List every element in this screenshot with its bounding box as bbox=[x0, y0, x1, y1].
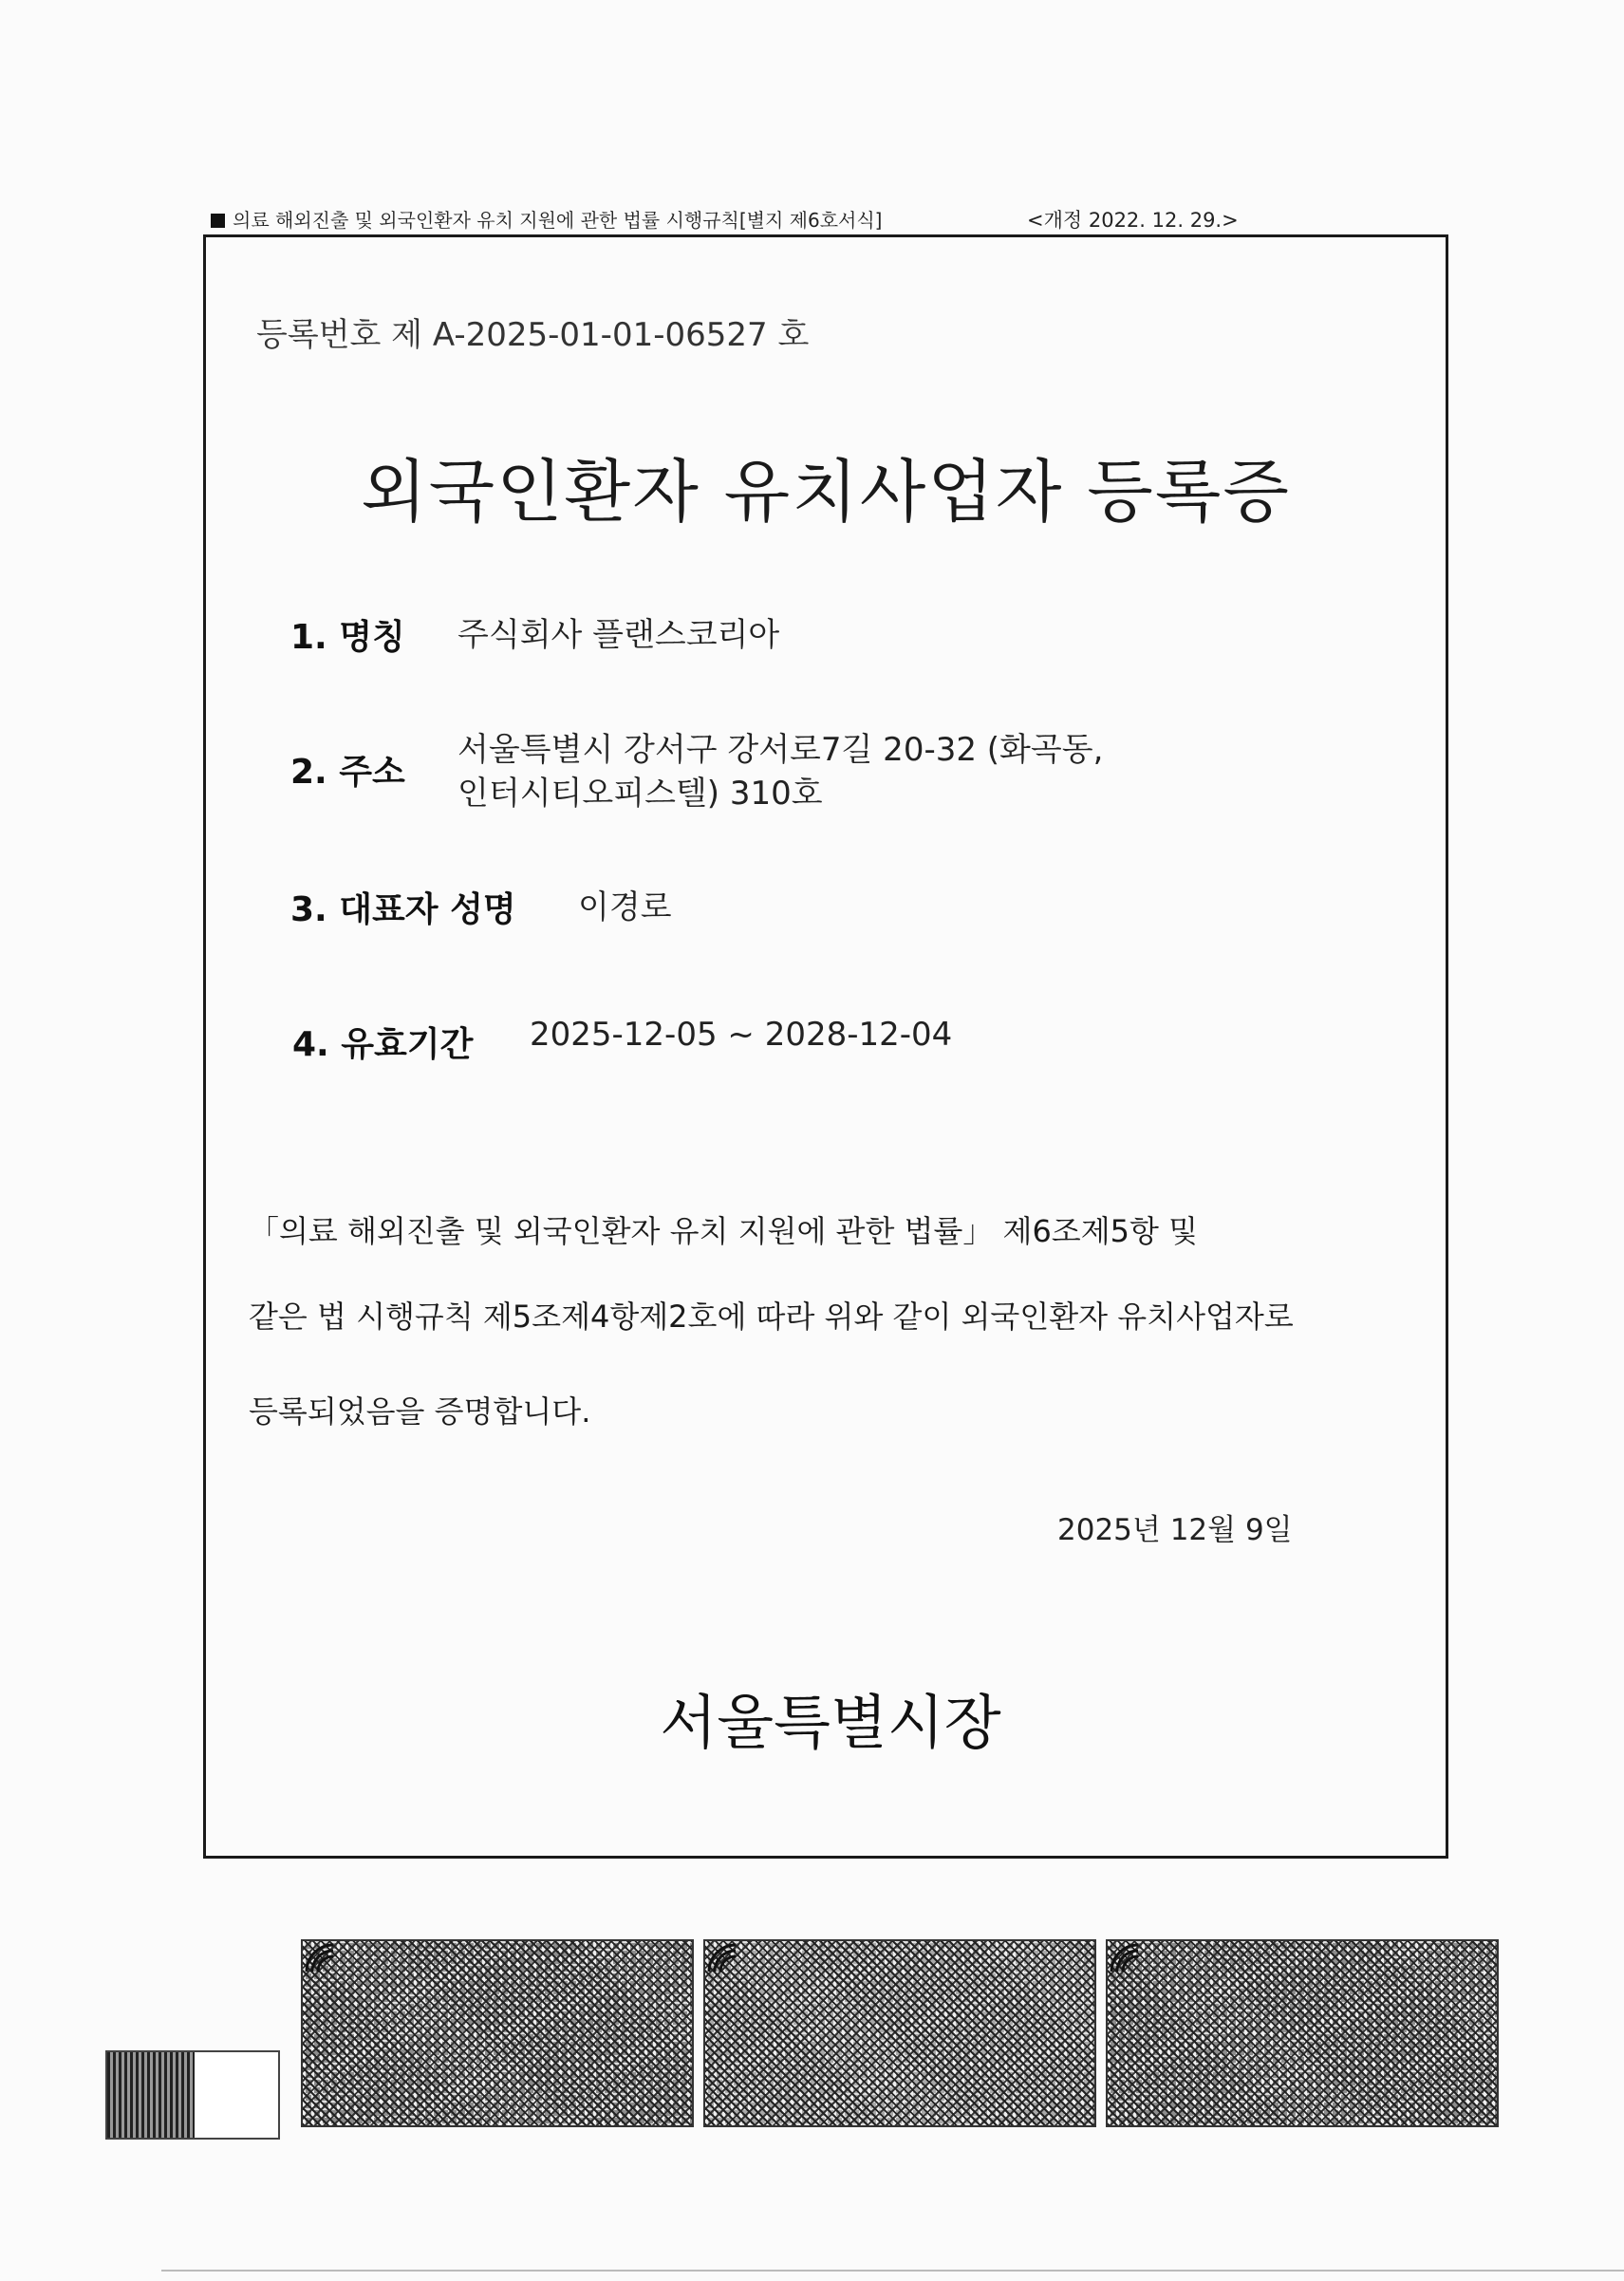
certification-line-2: 같은 법 시행규칙 제5조제4항제2호에 따라 위와 같이 외국인환자 유치사업자로 bbox=[249, 1299, 1294, 1335]
security-barcode-1 bbox=[301, 1939, 694, 2127]
certificate-title: 외국인환자 유치사업자 등록증 bbox=[361, 452, 1291, 532]
scan-edge-line bbox=[161, 2270, 1624, 2272]
issue-date: 2025년 12월 9일 bbox=[1057, 1513, 1293, 1547]
corner-arc-icon bbox=[305, 1943, 335, 1973]
square-bullet-icon bbox=[211, 214, 225, 228]
field-label-validity: 4. 유효기간 bbox=[292, 1025, 474, 1064]
security-pattern bbox=[107, 2052, 195, 2138]
field-value-address-line2: 인터시티오피스텔) 310호 bbox=[457, 775, 823, 813]
field-value-validity: 2025-12-05 ~ 2028-12-04 bbox=[530, 1016, 953, 1054]
certification-line-1: 「의료 해외진출 및 외국인환자 유치 지원에 관한 법률」 제6조제5항 및 bbox=[249, 1213, 1198, 1249]
field-label-address: 2. 주소 bbox=[290, 753, 405, 792]
security-barcode-3 bbox=[1106, 1939, 1499, 2127]
field-label-name: 1. 명칭 bbox=[290, 618, 405, 657]
field-value-address-line1: 서울특별시 강서구 강서로7길 20-32 (화곡동, bbox=[457, 731, 1104, 769]
form-header bbox=[211, 205, 882, 233]
field-value-name: 주식회사 플랜스코리아 bbox=[457, 616, 780, 654]
corner-arc-icon bbox=[1110, 1943, 1140, 1973]
field-value-representative: 이경로 bbox=[578, 888, 672, 926]
security-mark bbox=[105, 2050, 280, 2140]
form-title: 의료 해외진출 및 외국인환자 유치 지원에 관한 법률 시행규칙[별지 제6호서식] bbox=[233, 209, 883, 232]
certification-line-3: 등록되었음을 증명합니다. bbox=[249, 1393, 591, 1430]
corner-arc-icon bbox=[707, 1943, 737, 1973]
revision-date: <개정 2022. 12. 29.> bbox=[1027, 209, 1239, 232]
field-label-representative: 3. 대표자 성명 bbox=[290, 890, 516, 929]
registration-number: 등록번호 제 A-2025-01-01-06527 호 bbox=[256, 316, 810, 354]
security-barcode-2 bbox=[703, 1939, 1096, 2127]
issuer-name: 서울특별시장 bbox=[660, 1688, 1001, 1757]
